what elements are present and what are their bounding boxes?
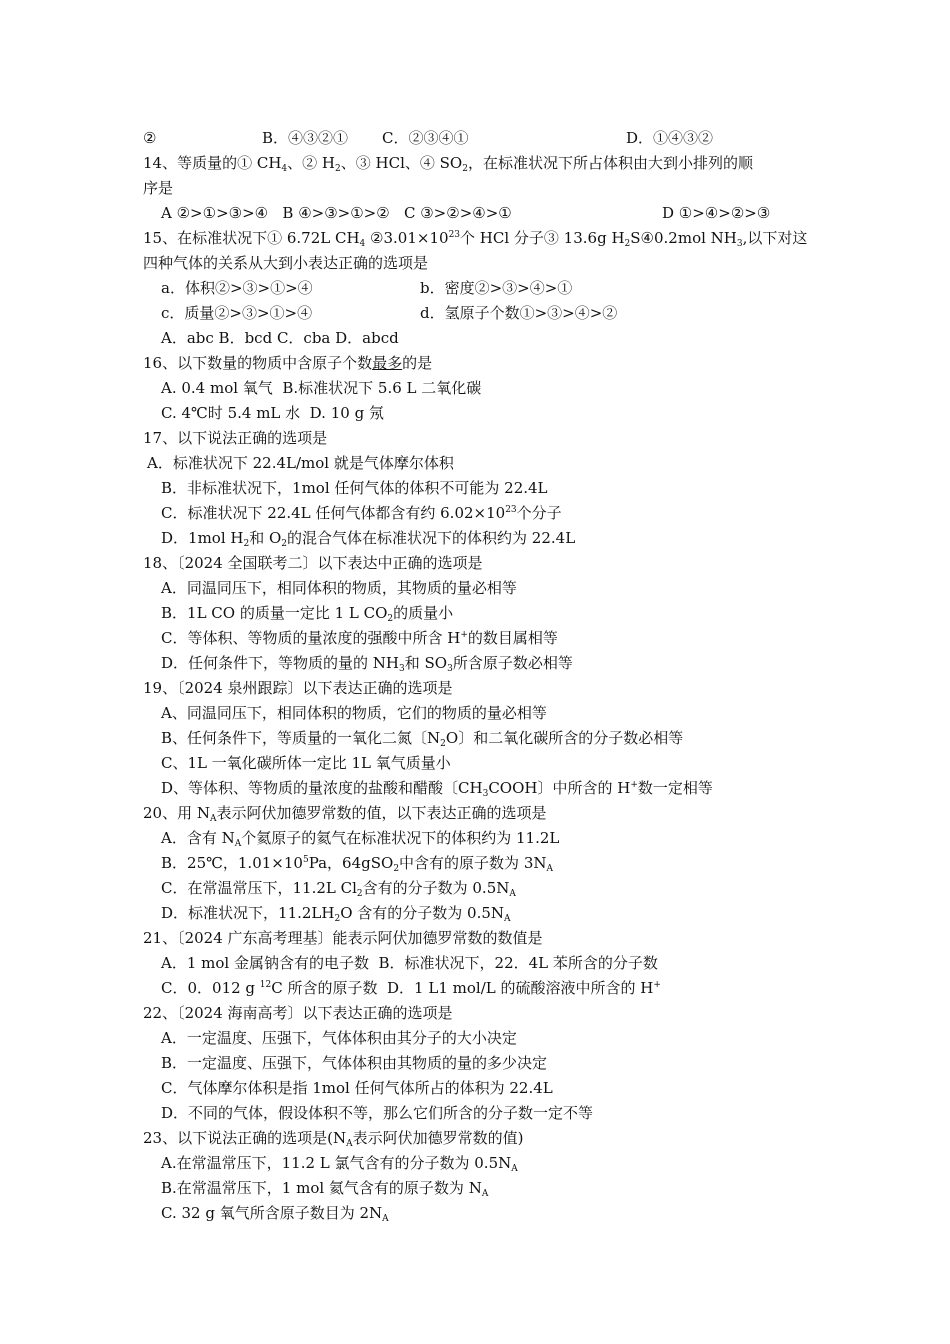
subscript: A bbox=[234, 839, 242, 849]
text-segment: D．标准状况下，11.2LH bbox=[161, 904, 335, 922]
text-segment: 15、在标准状况下① 6.72L CH bbox=[143, 229, 360, 247]
option-line bbox=[161, 878, 516, 898]
text-segment: C．等体积、等物质的量浓度的强酸中所含 H bbox=[161, 629, 461, 647]
text-segment: B．1L CO 的质量一定比 1 L CO bbox=[161, 604, 388, 622]
option-line bbox=[161, 203, 512, 223]
superscript: 23 bbox=[448, 230, 461, 240]
option-line bbox=[161, 503, 562, 523]
text-segment: 16、以下数量的物质中含原子个数 bbox=[143, 354, 373, 372]
option-line bbox=[161, 378, 481, 398]
option-line bbox=[161, 728, 683, 748]
text-segment: b．密度②>③>④>① bbox=[420, 279, 573, 297]
option-line bbox=[161, 403, 384, 423]
option-line bbox=[161, 1203, 389, 1223]
subscript: A bbox=[511, 1164, 518, 1174]
option-line bbox=[161, 603, 453, 623]
subscript: 2 bbox=[356, 889, 363, 899]
text-segment: ②3.01×10 bbox=[365, 229, 449, 247]
text-segment: O 含有的分子数为 0.5N bbox=[340, 904, 505, 922]
text-segment: B．④③②① bbox=[262, 129, 349, 147]
text-segment: COOH〕中所含的 H bbox=[488, 779, 631, 797]
subscript: 2 bbox=[462, 164, 468, 174]
text-segment: ② bbox=[143, 129, 157, 147]
text-segment: 个 HCl 分子③ 13.6g H bbox=[460, 229, 625, 247]
text-segment: ，在标准状况下所占体积由大到小排列的顺 bbox=[467, 154, 753, 172]
text-segment: A.在常温常压下，11.2 L 氯气含有的分子数为 0.5N bbox=[161, 1154, 512, 1172]
subscript: 2 bbox=[334, 914, 341, 924]
text-segment: A．一定温度、压强下，气体体积由其分子的大小决定 bbox=[161, 1029, 517, 1047]
text-segment: d．氢原子个数①>③>④>② bbox=[420, 304, 618, 322]
text-segment: 、③ HCl、④ SO bbox=[340, 154, 463, 172]
text-segment: D ①>④>②>③ bbox=[662, 204, 771, 222]
text-segment: 20、用 N bbox=[143, 804, 210, 822]
text-segment: A．标准状况下 22.4L/mol 就是气体摩尔体积 bbox=[147, 454, 454, 472]
subscript: 4 bbox=[359, 239, 366, 249]
text-segment: C．0．012 g bbox=[161, 979, 260, 997]
option-line bbox=[161, 328, 399, 348]
superscript: 23 bbox=[505, 505, 517, 515]
text-segment: C. 32 g 氧气所含原子数目为 2N bbox=[161, 1204, 383, 1222]
text-segment: 14、等质量的① CH bbox=[143, 154, 282, 172]
text-segment: C 所含的原子数 D．1 L1 mol/L 的硫酸溶液中所含的 H bbox=[271, 979, 654, 997]
text-segment: D．①④③② bbox=[626, 129, 714, 147]
text-segment: 的数目属相等 bbox=[467, 629, 558, 647]
text-segment: 、② H bbox=[287, 154, 336, 172]
subscript: A bbox=[481, 1189, 489, 1199]
text-segment: O〕和二氧化碳所含的分子数必相等 bbox=[445, 729, 684, 747]
option-line bbox=[161, 1078, 553, 1098]
text-segment: A．含有 N bbox=[161, 829, 235, 847]
text-segment: 含有的分子数为 0.5N bbox=[362, 879, 510, 897]
subscript: 2 bbox=[440, 739, 446, 749]
question-22 bbox=[143, 1003, 453, 1023]
option-line bbox=[161, 478, 548, 498]
text-segment: A．abc B．bcd C．cba D．abcd bbox=[161, 329, 399, 347]
option-line bbox=[161, 903, 511, 923]
subscript: A bbox=[209, 814, 217, 824]
text-segment: 数一定相等 bbox=[637, 779, 713, 797]
text-segment: C．在常温常压下，11.2L Cl bbox=[161, 879, 357, 897]
option-line bbox=[161, 853, 553, 873]
text-segment: D．1mol H bbox=[161, 529, 244, 547]
option-line bbox=[161, 628, 558, 648]
subscript: 2 bbox=[281, 539, 288, 549]
option-line bbox=[161, 1053, 547, 1073]
option-line bbox=[161, 778, 713, 798]
question-20 bbox=[143, 803, 547, 823]
subscript: 2 bbox=[243, 539, 250, 549]
subscript: A bbox=[546, 864, 553, 874]
text-segment: 序是 bbox=[143, 179, 174, 197]
subscript: A bbox=[509, 889, 516, 899]
text-segment: B、任何条件下，等质量的一氧化二氮〔N bbox=[161, 729, 441, 747]
option-line bbox=[662, 203, 770, 223]
option-line bbox=[161, 578, 517, 598]
text-segment: D．任何条件下，等物质的量的 NH bbox=[161, 654, 400, 672]
text-segment: 个氦原子的氦气在标准状况下的体积约为 11.2L bbox=[241, 829, 560, 847]
text-segment: 的混合气体在标准状况下的体积约为 22.4L bbox=[287, 529, 576, 547]
option-line bbox=[420, 303, 617, 323]
superscript: + bbox=[460, 630, 468, 640]
option-line bbox=[161, 278, 313, 298]
text-segment: A．1 mol 金属钠含有的电子数 B．标准状况下，22．4L 苯所含的分子数 bbox=[161, 954, 658, 972]
text-segment: c．质量②>③>①>④ bbox=[161, 304, 313, 322]
text-line bbox=[143, 253, 428, 273]
text-segment: 和 SO bbox=[404, 654, 448, 672]
text-segment: B.在常温常压下，1 mol 氦气含有的原子数为 N bbox=[161, 1179, 482, 1197]
subscript: A bbox=[382, 1214, 389, 1224]
text-segment: 个分子 bbox=[516, 504, 562, 522]
text-line bbox=[382, 128, 468, 148]
subscript: A bbox=[504, 914, 511, 924]
text-segment: a．体积②>③>①>④ bbox=[161, 279, 313, 297]
text-segment: C、1L 一氧化碳所体一定比 1L 氧气质量小 bbox=[161, 754, 451, 772]
option-line bbox=[161, 1103, 593, 1123]
text-segment: 17、以下说法正确的选项是 bbox=[143, 429, 328, 447]
text-segment: C．②③④① bbox=[382, 129, 469, 147]
question-16 bbox=[143, 353, 432, 373]
option-line bbox=[420, 278, 572, 298]
option-line bbox=[161, 1153, 518, 1173]
text-segment: A．同温同压下，相同体积的物质，其物质的量必相等 bbox=[161, 579, 517, 597]
text-segment: Pa，64gSO bbox=[308, 854, 394, 872]
text-segment: 中含有的原子数为 3N bbox=[399, 854, 547, 872]
text-segment: 21、〔2024 广东高考理基〕能表示阿伏加德罗常数的数值是 bbox=[143, 929, 543, 947]
text-segment: D、等体积、等物质的量浓度的盐酸和醋酸〔CH bbox=[161, 779, 483, 797]
text-segment: B．非标准状况下，1mol 任何气体的体积不可能为 22.4L bbox=[161, 479, 548, 497]
text-segment: A ②>①>③>④ B ④>③>①>② C ③>②>④>① bbox=[161, 204, 512, 222]
question-23 bbox=[143, 1128, 523, 1148]
text-line bbox=[143, 128, 156, 148]
option-line bbox=[161, 703, 547, 723]
option-line bbox=[161, 953, 658, 973]
text-segment: 23、以下说法正确的选项是(N bbox=[143, 1129, 347, 1147]
subscript: 2 bbox=[624, 239, 631, 249]
subscript: 2 bbox=[335, 164, 341, 174]
question-15 bbox=[143, 228, 807, 248]
option-line bbox=[161, 1028, 517, 1048]
text-segment: B．25℃，1.01×10 bbox=[161, 854, 303, 872]
superscript: 5 bbox=[302, 855, 309, 865]
option-line bbox=[161, 1178, 488, 1198]
subscript: 3 bbox=[736, 239, 743, 249]
text-segment: 22、〔2024 海南高考〕以下表达正确的选项是 bbox=[143, 1004, 453, 1022]
text-segment: 四种气体的关系从大到小表达正确的选项是 bbox=[143, 254, 429, 272]
question-18 bbox=[143, 553, 483, 573]
option-line bbox=[161, 828, 559, 848]
subscript: A bbox=[346, 1139, 353, 1149]
text-segment: A. 0.4 mol 氧气 B.标准状况下 5.6 L 二氧化碳 bbox=[161, 379, 482, 397]
option-line bbox=[161, 303, 312, 323]
text-segment: 表示阿伏加德罗常数的值) bbox=[352, 1129, 524, 1147]
text-segment: D．不同的气体，假设体积不等，那么它们所含的分子数一定不等 bbox=[161, 1104, 594, 1122]
question-21 bbox=[143, 928, 543, 948]
subscript: 2 bbox=[387, 614, 394, 624]
text-segment: 的质量小 bbox=[393, 604, 454, 622]
question-17 bbox=[143, 428, 327, 448]
option-line bbox=[161, 653, 573, 673]
question-14 bbox=[143, 153, 753, 173]
option-line bbox=[161, 978, 661, 998]
superscript: 12 bbox=[259, 980, 272, 990]
text-segment: ,以下对这 bbox=[742, 229, 808, 247]
text-segment: 18、〔2024 全国联考二〕以下表达中正确的选项是 bbox=[143, 554, 483, 572]
text-segment: B．一定温度、压强下，气体体积由其物质的量的多少决定 bbox=[161, 1054, 548, 1072]
text-segment: 所含原子数必相等 bbox=[452, 654, 573, 672]
text-segment: A、同温同压下，相同体积的物质，它们的物质的量必相等 bbox=[161, 704, 547, 722]
text-segment: 表示阿伏加德罗常数的值，以下表达正确的选项是 bbox=[216, 804, 547, 822]
text-segment: C．气体摩尔体积是指 1mol 任何气体所占的体积为 22.4L bbox=[161, 1079, 553, 1097]
text-line bbox=[262, 128, 348, 148]
text-segment: 19、〔2024 泉州跟踪〕以下表达正确的选项是 bbox=[143, 679, 453, 697]
subscript: 3 bbox=[447, 664, 453, 674]
subscript: 2 bbox=[393, 864, 400, 874]
option-line bbox=[147, 453, 454, 473]
text-segment: 的是 bbox=[402, 354, 433, 372]
text-segment: C. 4℃时 5.4 mL 水 D. 10 g 氖 bbox=[161, 404, 384, 422]
text-line bbox=[143, 178, 173, 198]
subscript: 3 bbox=[482, 789, 489, 799]
superscript: + bbox=[630, 780, 638, 790]
text-segment: C．标准状况下 22.4L 任何气体都含有约 6.02×10 bbox=[161, 504, 506, 522]
option-line bbox=[161, 528, 575, 548]
text-line bbox=[626, 128, 713, 148]
question-19 bbox=[143, 678, 453, 698]
underlined-text: 最多 bbox=[372, 354, 403, 372]
option-line bbox=[161, 753, 451, 773]
subscript: 3 bbox=[399, 664, 405, 674]
text-segment: S④0.2mol NH bbox=[630, 229, 737, 247]
subscript: 4 bbox=[281, 164, 288, 174]
superscript: + bbox=[653, 980, 661, 990]
text-segment: 和 O bbox=[249, 529, 282, 547]
